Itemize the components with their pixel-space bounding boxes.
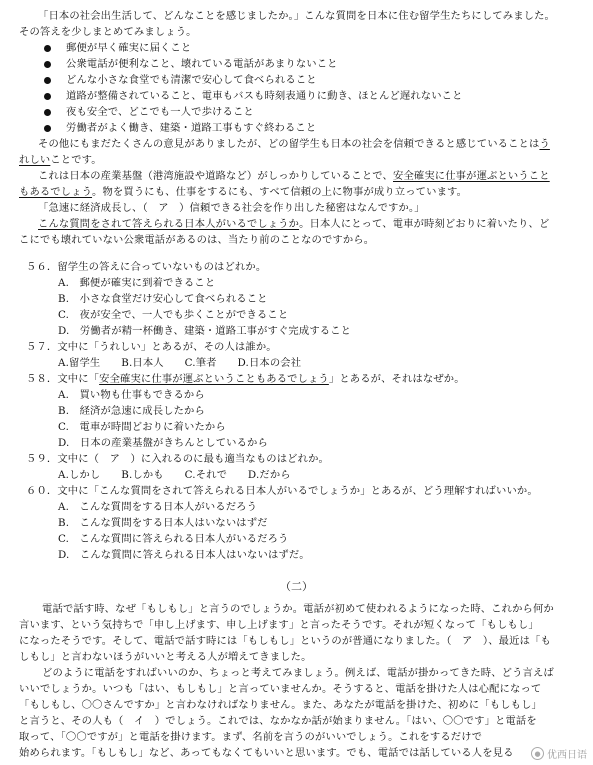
bullet-item: どんな小さな食堂でも清潔で安心して食べられること xyxy=(66,74,317,86)
question-60-option: A. こんな質問をする日本人がいるだろう xyxy=(58,501,258,513)
passage-line: どのように電話をすればいいのか、ちょっと考えてみましょう。例えば、電話が掛かってきた時、どう言えば xyxy=(42,667,554,679)
question-59-options: A.しかし B.しかも C.それで D.だから xyxy=(58,469,291,481)
passage-line: と言うと、その人も（ イ ）でしょう。これでは、なかなか話が始まりません。「はい、〇〇です」と電話を xyxy=(19,715,537,727)
bullet-icon xyxy=(44,125,51,132)
passage-line xyxy=(38,137,550,151)
question-60-option: D. こんな質問に答えられる日本人はいないはずだ。 xyxy=(58,549,310,561)
question-56-option: D. 労働者が精一杯働き、建築・道路工事がすぐ完成すること xyxy=(58,325,352,337)
passage-line xyxy=(38,169,550,183)
bullet-icon xyxy=(44,45,51,52)
section-heading: （二） xyxy=(280,580,313,593)
passage-line xyxy=(19,153,102,167)
text-run: その他にもまだたくさんの意見がありましたが、どの留学生も日本の社会を信頼できると感じていることは xyxy=(38,138,540,150)
underlined-text: こんな質問をされて答えられる日本人がいるでしょうか xyxy=(38,218,300,230)
bullet-item: 夜も安全で、どこでも一人で歩けること xyxy=(66,106,254,118)
question-58-option: A. 買い物も仕事もできるから xyxy=(58,389,205,401)
underlined-text: 安全確実に仕事が運ぶということ xyxy=(393,170,550,182)
passage-line: しもし」と言わないほうがいいと考える人が増えてきました。 xyxy=(19,651,312,663)
question-56-stem: ５６．留学生の答えに合っていないものはどれか。 xyxy=(26,261,267,273)
passage-line: いいでしょうか。いつも「はい、もしもし」と言っていませんか。そうすると、電話を掛けた人は心配になって xyxy=(19,683,542,695)
question-60-option: B. こんな質問をする日本人はいないはずだ xyxy=(58,517,268,529)
passage-line: になったそうです。そして、電話で話す時には「もしもし」というのが普通になりました。（ ア ）、最近は「も xyxy=(19,635,551,647)
wechat-icon: ● xyxy=(531,747,544,760)
text-run: ５８．文中に「 xyxy=(26,373,100,385)
bullet-item: 郵便が早く確実に届くこと xyxy=(66,42,192,54)
bullet-item: 公衆電話が便利なこと、壊れている電話があまりないこと xyxy=(66,58,338,70)
question-57-options: A.留学生 B.日本人 C.筆者 D.日本の会社 xyxy=(58,357,302,369)
passage-line: 「日本の社会出生活して、どんなことを感じましたか。」こんな質問を日本に住む留学生たちにしてみました。 xyxy=(38,10,555,22)
underlined-text: う xyxy=(539,138,550,150)
watermark-text: 优西日语 xyxy=(547,750,587,761)
question-58-option: C. 電車が時間どおりに着いたから xyxy=(58,421,226,433)
underlined-text: 安全確実に仕事が運ぶということもあるでしょう xyxy=(99,373,329,385)
text-run: 」とあるが、それはなぜか。 xyxy=(328,373,465,385)
underlined-text: もあるでしょう xyxy=(19,186,93,198)
question-60-option: C. こんな質問に答えられる日本人がいるだろう xyxy=(58,533,289,545)
question-59-stem: ５９．文中に（ ア ）に入れるのに最も適当なものはどれか。 xyxy=(26,453,329,465)
question-60-stem: ６０．文中に「こんな質問をされて答えられる日本人がいるでしょうか」とあるが、どう理解すればいいか。 xyxy=(26,485,538,497)
passage-line xyxy=(38,217,549,231)
bullet-icon xyxy=(44,93,51,100)
passage-line: 取って、「〇〇ですが」と電話を掛けます。まず、名前を言うのがいいでしょう。これをするだけで xyxy=(19,731,483,743)
passage-line: 電話で話す時、なぜ「もしもし」と言うのでしょうか。電話が初めて使われるようになった時、これから何か xyxy=(42,603,554,615)
passage-line: その答えを少しまとめてみましょう。 xyxy=(19,26,197,38)
question-58-stem xyxy=(26,372,465,386)
question-56-option: B. 小さな食堂だけ安心して食べられること xyxy=(58,293,268,305)
question-56-option: A. 郵便が確実に到着できること xyxy=(58,277,216,289)
question-57-stem: ５７．文中に「うれしい」とあるが、その人は誰か。 xyxy=(26,341,277,353)
question-58-option: D. 日本の産業基盤がきちんとしているから xyxy=(58,437,268,449)
text-run: ことです。 xyxy=(50,154,102,166)
text-run: 。日本人にとって、電車が時刻どおりに着いたり、ど xyxy=(299,218,550,230)
passage-line xyxy=(19,185,467,199)
passage-line: 「もしもし、〇〇さんですか」と言わなければなりません。また、あなたが電話を掛けた、初めに「もしもし」 xyxy=(19,699,542,711)
bullet-icon xyxy=(44,61,51,68)
underlined-text: れしい xyxy=(19,154,51,166)
text-run: これは日本の産業基盤（港湾施設や道路など）がしっかりしていることで、 xyxy=(38,170,393,182)
watermark xyxy=(531,746,587,761)
question-58-option: B. 経済が急速に成長したから xyxy=(58,405,205,417)
bullet-icon xyxy=(44,109,51,116)
bullet-item: 道路が整備されていること、電車もバスも時刻表通りに動き、ほとんど遅れないこと xyxy=(66,90,463,102)
passage-line: 「急速に経済成長し、（ ア ）信頼できる社会を作り出した秘密はなんですか。」 xyxy=(38,202,425,214)
bullet-item: 労働者がよく働き、建築・道路工事もすぐ終わること xyxy=(66,122,317,134)
text-run: 。物を買うにも、仕事をするにも、すべて信頼の上に物事が成り立っています。 xyxy=(92,186,468,198)
question-56-option: C. 夜が安全で、一人でも歩くことができること xyxy=(58,309,289,321)
passage-line: こにでも壊れていない公衆電話があるのは、当たり前のことなのですから。 xyxy=(19,234,375,246)
bullet-icon xyxy=(44,77,51,84)
passage-line: 言います、という気持ちで「申し上げます、申し上げます」と言ったそうです。それが短くなって「もしもし」 xyxy=(19,619,539,631)
passage-line: 始められます。「もしもし」など、あってもなくてもいいと思います。でも、電話では話している人を見る xyxy=(19,747,514,759)
